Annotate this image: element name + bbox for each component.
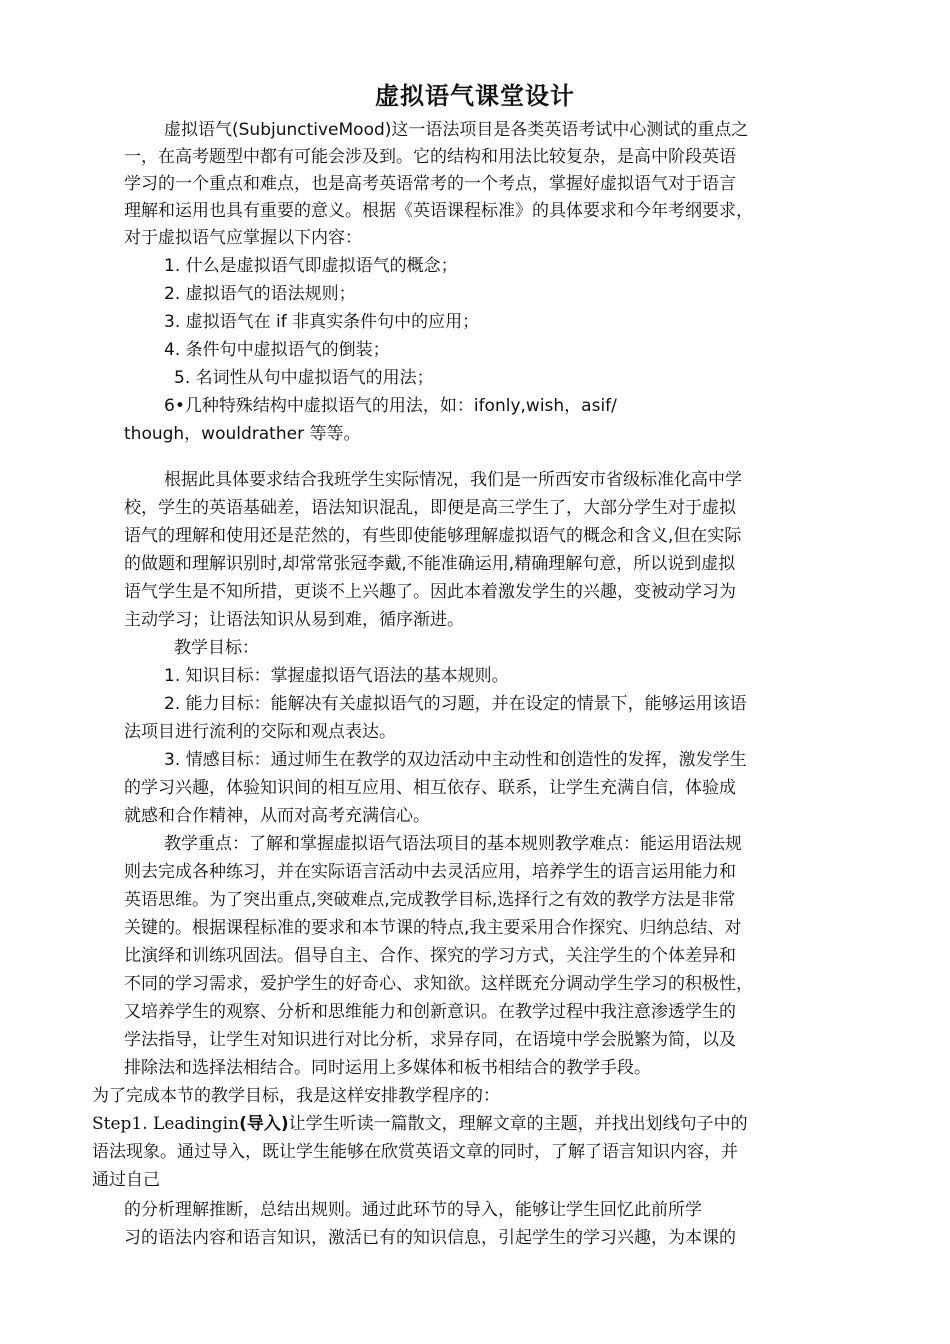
step1-line: 的分析理解推断，总结出规则。通过此环节的导入，能够让学生回忆此前所学 (124, 1200, 702, 1220)
goal-line: 3. 情感目标：通过师生在教学的双边活动中主动性和创造性的发挥，激发学生 (164, 750, 747, 770)
goal-line: 的学习兴趣，体验知识间的相互应用、相互依存、联系，让学生充满自信，体验成 (124, 778, 736, 798)
page-title: 虚拟语气课堂设计 (375, 82, 575, 110)
situation-line: 的做题和理解识别时,却常常张冠李戴,不能准确运用,精确理解句意，所以说到虚拟 (124, 554, 736, 574)
procedure-intro: 为了完成本节的教学目标，我是这样安排教学程序的： (92, 1086, 500, 1106)
step1-line (92, 1111, 748, 1137)
focus-line: 比演绎和训练巩固法。倡导自主、合作、探究的学习方式，关注学生的个体差异和 (124, 946, 736, 966)
intro-line: 理解和运用也具有重要的意义。根据《英语课程标准》的具体要求和今年考纲要求， (124, 201, 753, 221)
list-item: 2. 虚拟语气的语法规则； (164, 284, 356, 304)
step1-line: 语法现象。通过导入，既让学生能够在欣赏英语文章的同时，了解了语言知识内容，并 (92, 1142, 738, 1162)
focus-line: 又培养学生的观察、分析和思维能力和创新意识。在教学过程中我注意渗透学生的 (124, 1002, 736, 1022)
list-item-continued: though，wouldrather 等等。 (124, 424, 361, 444)
step1-line: 习的语法内容和语言知识，激活已有的知识信息，引起学生的学习兴趣，为本课的 (124, 1228, 736, 1248)
focus-line: 不同的学习需求，爱护学生的好奇心、求知欲。这样既充分调动学生学习的积极性， (124, 974, 753, 994)
situation-line: 语气的理解和使用还是茫然的，有些即使能够理解虚拟语气的概念和含义,但在实际 (124, 526, 742, 546)
focus-line: 英语思维。为了突出重点,突破难点,完成教学目标,选择行之有效的教学方法是非常 (124, 890, 736, 910)
situation-line: 根据此具体要求结合我班学生实际情况，我们是一所西安市省级标准化高中学 (164, 470, 742, 490)
intro-line: 一，在高考题型中都有可能会涉及到。它的结构和用法比较复杂，是高中阶段英语 (124, 147, 736, 167)
goal-line: 就感和合作精神，从而对高考充满信心。 (124, 806, 430, 826)
situation-line: 主动学习；让语法知识从易到难，循序渐进。 (124, 610, 464, 630)
goal-line: 2. 能力目标：能解决有关虚拟语气的习题，并在设定的情景下，能够运用该语 (164, 694, 747, 714)
list-item: 3. 虚拟语气在 if 非真实条件句中的应用； (164, 312, 480, 332)
intro-line: 对于虚拟语气应掌握以下内容： (124, 228, 362, 248)
step1-rest: 让学生听读一篇散文，理解文章的主题，并找出划线句子中的 (288, 1114, 748, 1134)
list-item: 4. 条件句中虚拟语气的倒装； (164, 340, 390, 360)
list-item: 6•几种特殊结构中虚拟语气的用法，如：ifonly,wish，asif/ (164, 396, 617, 416)
step1-prefix: Step1. Leadingin (92, 1114, 240, 1134)
list-item: 1. 什么是虚拟语气即虚拟语气的概念； (164, 256, 458, 276)
intro-line: 学习的一个重点和难点，也是高考英语常考的一个考点，掌握好虚拟语气对于语言 (124, 174, 736, 194)
list-item: 5. 名词性从句中虚拟语气的用法； (174, 368, 434, 388)
goal-line: 1. 知识目标：掌握虚拟语气语法的基本规则。 (164, 666, 509, 686)
focus-line: 学法指导，让学生对知识进行对比分析，求异存同，在语境中学会脱繁为简，以及 (124, 1030, 736, 1050)
step1-line: 通过自己 (92, 1170, 160, 1190)
step1-bold: (导入) (239, 1114, 289, 1134)
focus-line: 关键的。根据课程标准的要求和本节课的特点,我主要采用合作探究、归纳总结、对 (124, 918, 742, 938)
intro-line: 虚拟语气(SubjunctiveMood)这一语法项目是各类英语考试中心测试的重点之 (164, 120, 749, 140)
focus-line: 排除法和选择法相结合。同时运用上多媒体和板书相结合的教学手段。 (124, 1058, 651, 1078)
situation-line: 语气学生是不知所措，更谈不上兴趣了。因此本着激发学生的兴趣，变被动学习为 (124, 582, 736, 602)
focus-line: 则去完成各种练习，并在实际语言活动中去灵活应用，培养学生的语言运用能力和 (124, 862, 736, 882)
situation-line: 校，学生的英语基础差，语法知识混乱，即便是高三学生了，大部分学生对于虚拟 (124, 498, 736, 518)
goals-heading: 教学目标： (174, 638, 259, 658)
focus-line: 教学重点：了解和掌握虚拟语气语法项目的基本规则教学难点：能运用语法规 (164, 834, 742, 854)
goal-line: 法项目进行流利的交际和观点表达。 (124, 722, 396, 742)
